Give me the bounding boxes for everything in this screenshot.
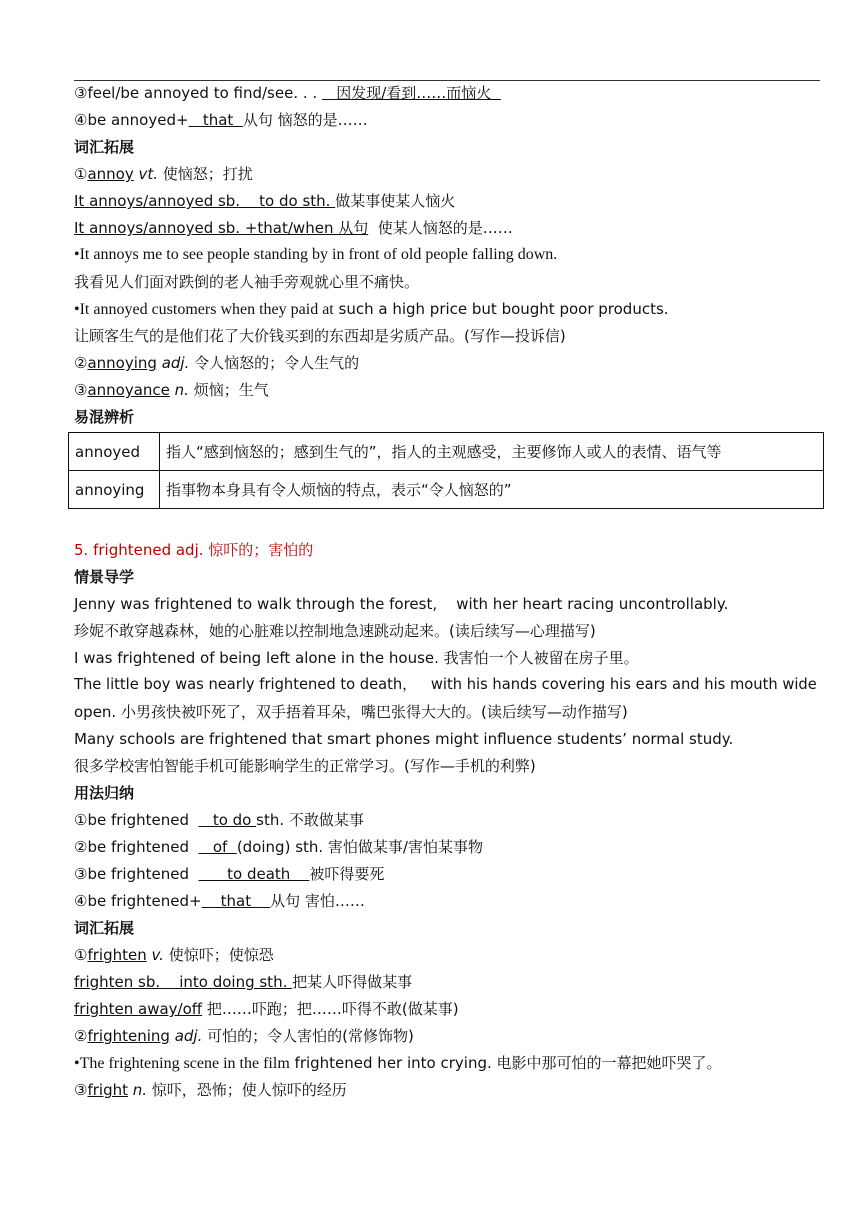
usage-item: ③be frightened to death 被吓得要死 [74, 865, 385, 883]
example-sentence-zh: 让顾客生气的是他们花了大价钱买到的东西却是劣质产品。(写作—投诉信) [74, 327, 566, 345]
scene-sentence-en: Jenny was frightened to walk through the forest, with her heart racing uncontrollably. [74, 595, 729, 613]
vocab-item: ②frightening adj. 可怕的；令人害怕的(常修饰物) [74, 1027, 414, 1045]
vocab-item: ③fright n. 惊吓，恐怖；使人惊吓的经历 [74, 1081, 347, 1099]
usage-item: ①be frightened to do sth. 不敢做某事 [74, 811, 364, 829]
vocab-phrase: It annoys/annoyed sb. +that/when 从句 使某人恼怒的是…… [74, 219, 513, 237]
scene-sentence-zh: 珍妮不敢穿越森林，她的心脏难以控制地急速跳动起来。(读后续写—心理描写) [74, 622, 596, 640]
section-heading: 词汇拓展 [74, 919, 135, 937]
example-sentence-en: •It annoys me to see people standing by in front of old people falling down. [74, 246, 558, 263]
fill-blank: that [201, 892, 271, 910]
comparison-table [68, 432, 824, 509]
table-row [69, 471, 824, 509]
fill-blank: 因发现/看到……而恼火 [321, 84, 501, 102]
header-rule [74, 80, 820, 81]
example-sentence: •The frightening scene in the film frightened her into crying. 电影中那可怕的一幕把她吓哭了。 [74, 1054, 722, 1072]
vocab-phrase: It annoys/annoyed sb. to do sth. 做某事使某人恼火 [74, 192, 456, 210]
section-heading: 情景导学 [74, 568, 135, 586]
section-heading: 词汇拓展 [74, 138, 135, 156]
vocab-item: ①annoy vt. 使恼怒；打扰 [74, 165, 253, 183]
scene-sentence: The little boy was nearly frightened to death， with his hands covering his ears and his mouth wide [74, 676, 817, 693]
table-cell-term: annoying [69, 471, 160, 509]
table-cell-desc: 指事物本身具有令人烦恼的特点，表示“令人恼怒的” [160, 471, 824, 509]
example-sentence-zh: 我看见人们面对跌倒的老人袖手旁观就心里不痛快。 [74, 273, 420, 291]
table-cell-desc: 指人“感到恼怒的；感到生气的”，指人的主观感受，主要修饰人或人的表情、语气等 [160, 433, 824, 471]
scene-sentence: I was frightened of being left alone in the house. 我害怕一个人被留在房子里。 [74, 649, 639, 667]
table-cell-term: annoyed [69, 433, 160, 471]
vocab-phrase: frighten away/off 把……吓跑；把……吓得不敢(做某事) [74, 1000, 459, 1018]
fill-blank: that [188, 111, 243, 129]
usage-item: ④be annoyed+ that 从句 恼怒的是…… [74, 111, 368, 129]
example-sentence-en: •It annoyed customers when they paid at such a high price but bought poor products. [74, 300, 669, 318]
scene-sentence: open. 小男孩快被吓死了，双手捂着耳朵，嘴巴张得大大的。(读后续写—动作描写) [74, 703, 628, 721]
section-heading: 用法归纳 [74, 784, 135, 802]
scene-sentence-en: Many schools are frightened that smart phones might influence students’ normal study. [74, 730, 734, 748]
vocab-item: ①frighten v. 使惊吓；使惊恐 [74, 946, 274, 964]
vocab-item: ②annoying adj. 令人恼怒的；令人生气的 [74, 354, 360, 372]
entry-title: 5. frightened adj. 惊吓的；害怕的 [74, 541, 314, 559]
vocab-phrase: frighten sb. into doing sth. 把某人吓得做某事 [74, 973, 413, 991]
section-heading: 易混辨析 [74, 408, 135, 426]
usage-item: ②be frightened of (doing) sth. 害怕做某事/害怕某事物 [74, 838, 483, 856]
vocab-item: ③annoyance n. 烦恼；生气 [74, 381, 269, 399]
scene-sentence-zh: 很多学校害怕智能手机可能影响学生的正常学习。(写作—手机的利弊) [74, 757, 536, 775]
usage-item: ④be frightened+ that 从句 害怕…… [74, 892, 365, 910]
fill-blank: to do [198, 811, 257, 829]
fill-blank: to death [198, 865, 310, 883]
table-row [69, 433, 824, 471]
usage-item: ③feel/be annoyed to find/see. . . 因发现/看到……而恼火 [74, 84, 501, 102]
fill-blank: of [198, 838, 237, 856]
